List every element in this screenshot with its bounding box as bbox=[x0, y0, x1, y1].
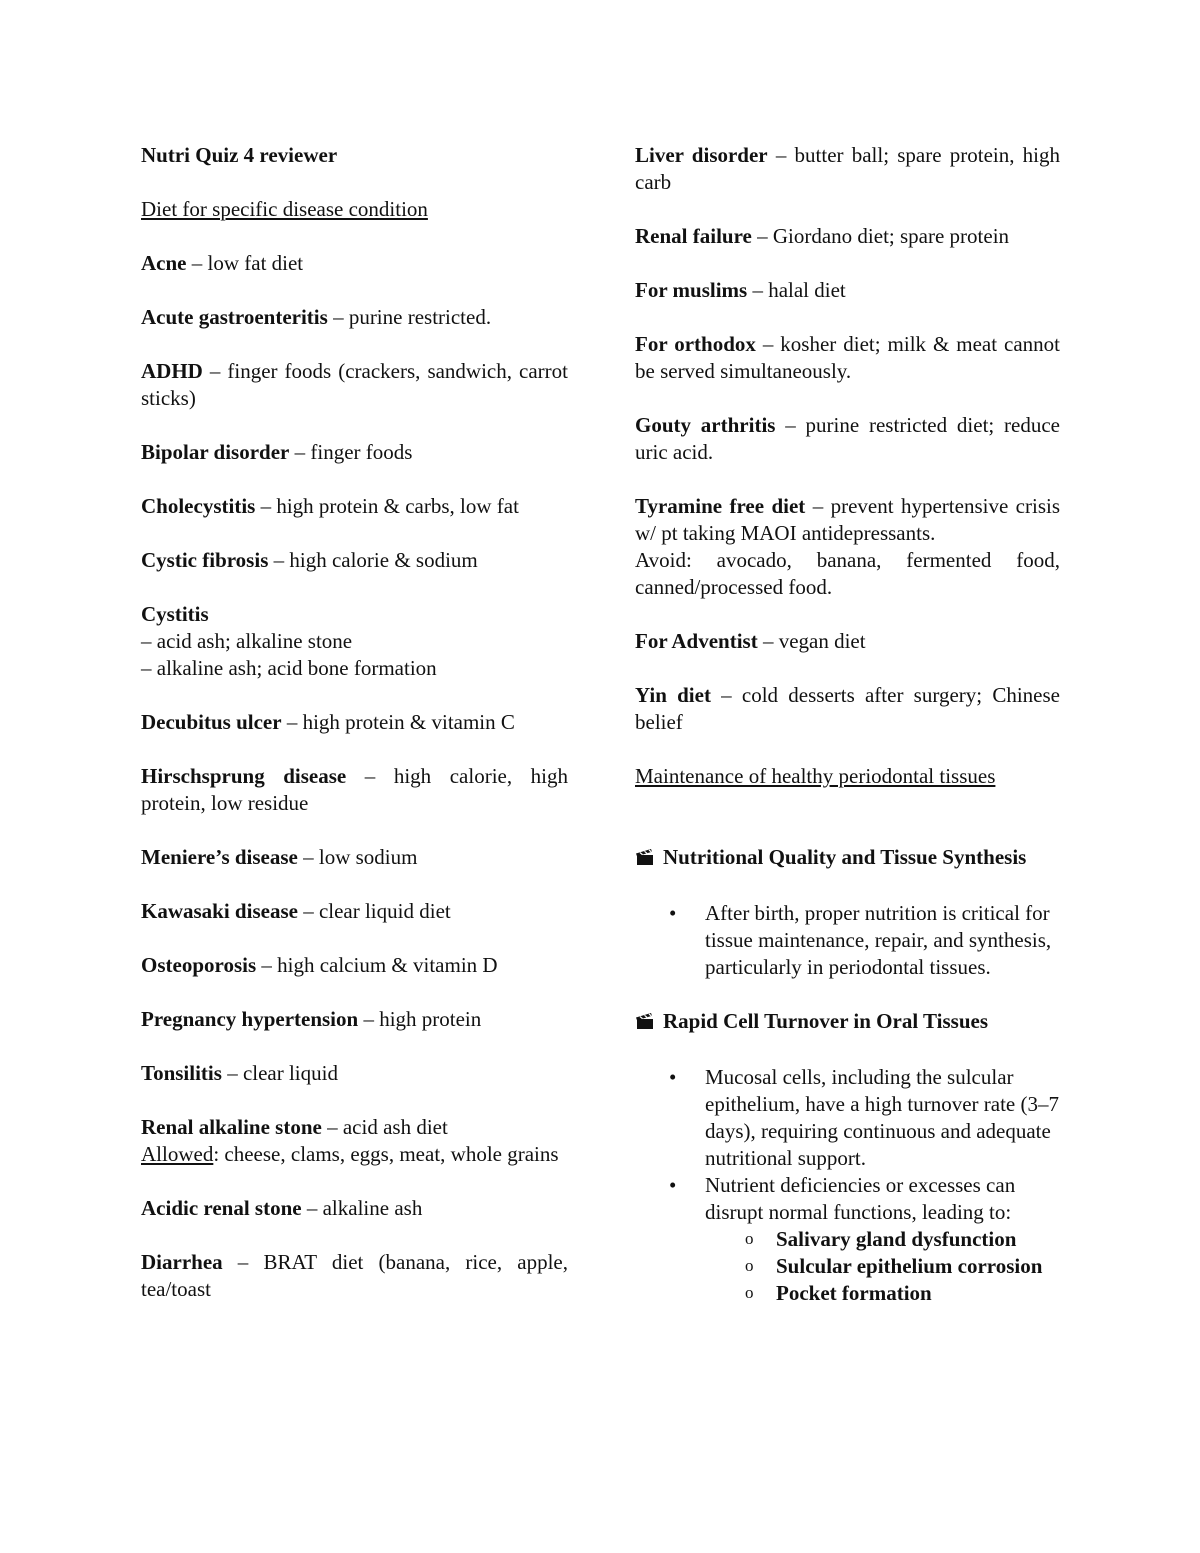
allowed-label: Allowed bbox=[141, 1142, 214, 1166]
entry-term: Cystic fibrosis bbox=[141, 548, 269, 572]
entry-text: – halal diet bbox=[747, 278, 846, 302]
entry-term: Renal alkaline stone bbox=[141, 1115, 322, 1139]
cystitis-line-1: – acid ash; alkaline stone bbox=[141, 629, 353, 653]
entry-text: – purine restricted diet; reduce uric acid. bbox=[635, 413, 1060, 464]
heading-rapid-cell-turnover bbox=[635, 1008, 1060, 1037]
entry-term: Yin diet bbox=[635, 683, 711, 707]
entry-text: – high protein & carbs, low fat bbox=[255, 494, 519, 518]
tyramine-avoid: Avoid: avocado, banana, fermented food, canned/processed food. bbox=[635, 548, 1060, 599]
entry-cystic-fibrosis bbox=[141, 547, 568, 574]
entry-term: Acne bbox=[141, 251, 187, 275]
sub-list-item: o Pocket formation bbox=[705, 1280, 1060, 1307]
entry-for-orthodox bbox=[635, 331, 1060, 385]
entry-term: Tyramine free diet bbox=[635, 494, 806, 518]
entry-renal-failure bbox=[635, 223, 1060, 250]
list-item bbox=[635, 1172, 1060, 1307]
entry-term: Tonsilitis bbox=[141, 1061, 222, 1085]
bullet-list-2 bbox=[635, 1064, 1060, 1307]
entry-bipolar-disorder bbox=[141, 439, 568, 466]
right-column bbox=[635, 142, 1060, 1334]
entry-osteoporosis bbox=[141, 952, 568, 979]
entry-text: – prevent hypertensive crisis w/ pt taking MAOI antidepressants. bbox=[635, 494, 1060, 545]
entry-text: – cold desserts after surgery; Chinese belief bbox=[635, 683, 1060, 734]
entry-text: – vegan diet bbox=[757, 629, 866, 653]
entry-term: Cholecystitis bbox=[141, 494, 256, 518]
entry-for-adventist bbox=[635, 628, 1060, 655]
heading-nutritional-quality bbox=[635, 844, 1060, 873]
sub-list-item: o Salivary gland dysfunction bbox=[705, 1226, 1060, 1253]
entry-text: – BRAT diet (banana, rice, apple, tea/toast bbox=[141, 1250, 568, 1301]
entry-menieres-disease bbox=[141, 844, 568, 871]
entry-text: – low sodium bbox=[297, 845, 418, 869]
entry-tyramine-free-diet bbox=[635, 493, 1060, 601]
entry-gouty-arthritis bbox=[635, 412, 1060, 466]
entry-term: Cystitis bbox=[141, 602, 209, 626]
entry-kawasaki-disease bbox=[141, 898, 568, 925]
heading-text: Nutritional Quality and Tissue Synthesis bbox=[663, 845, 1027, 869]
entry-text: – purine restricted. bbox=[327, 305, 492, 329]
entry-term: Acute gastroenteritis bbox=[141, 305, 328, 329]
section-heading-periodontal: Maintenance of healthy periodontal tissues bbox=[635, 764, 996, 788]
heading-text: Rapid Cell Turnover in Oral Tissues bbox=[663, 1009, 989, 1033]
entry-text: – high protein bbox=[358, 1007, 482, 1031]
entry-term: Bipolar disorder bbox=[141, 440, 290, 464]
cystitis-line-2: – alkaline ash; acid bone formation bbox=[141, 656, 437, 680]
sub-list bbox=[705, 1226, 1060, 1307]
entry-text: – finger foods (crackers, sandwich, carrot sticks) bbox=[141, 359, 568, 410]
entry-diarrhea bbox=[141, 1249, 568, 1303]
entry-adhd bbox=[141, 358, 568, 412]
entry-text: – high calorie, high protein, low residue bbox=[141, 764, 568, 815]
left-column bbox=[141, 142, 568, 1330]
sub-list-item: o Sulcular epithelium corrosion bbox=[705, 1253, 1060, 1280]
entry-yin-diet bbox=[635, 682, 1060, 736]
entry-term: Diarrhea bbox=[141, 1250, 223, 1274]
entry-text: – finger foods bbox=[289, 440, 413, 464]
entry-cholecystitis bbox=[141, 493, 568, 520]
entry-hirschsprung-disease bbox=[141, 763, 568, 817]
entry-term: For orthodox bbox=[635, 332, 756, 356]
entry-term: For muslims bbox=[635, 278, 748, 302]
spacer bbox=[635, 817, 1060, 844]
entry-term: Hirschsprung disease bbox=[141, 764, 347, 788]
entry-term: Kawasaki disease bbox=[141, 899, 298, 923]
entry-text: – butter ball; spare protein, high carb bbox=[635, 143, 1061, 194]
list-item: • Mucosal cells, including the sulcular epithelium, have a high turnover rate (3–7 days), requiring continuous and adequate nutritional support. bbox=[635, 1064, 1060, 1172]
entry-decubitus-ulcer bbox=[141, 709, 568, 736]
list-item: • After birth, proper nutrition is critical for tissue maintenance, repair, and synthesis, particularly in periodontal tissues. bbox=[635, 900, 1060, 981]
entry-text: – acid ash diet bbox=[321, 1115, 448, 1139]
entry-acute-gastroenteritis bbox=[141, 304, 568, 331]
entry-term: Renal failure bbox=[635, 224, 752, 248]
allowed-text: : cheese, clams, eggs, meat, whole grains bbox=[213, 1142, 559, 1166]
entry-text: – low fat diet bbox=[186, 251, 304, 275]
entry-term: Liver disorder bbox=[635, 143, 768, 167]
entry-tonsilitis bbox=[141, 1060, 568, 1087]
entry-renal-alkaline-stone bbox=[141, 1114, 568, 1168]
entry-text: – clear liquid bbox=[221, 1061, 338, 1085]
entry-text: – high calorie & sodium bbox=[268, 548, 478, 572]
list-item-text: Nutrient deficiencies or excesses can disrupt normal functions, leading to: bbox=[705, 1173, 1016, 1224]
entry-for-muslims bbox=[635, 277, 1060, 304]
entry-term: Gouty arthritis bbox=[635, 413, 776, 437]
entry-text: – clear liquid diet bbox=[297, 899, 451, 923]
entry-term: Osteoporosis bbox=[141, 953, 257, 977]
entry-term: Acidic renal stone bbox=[141, 1196, 302, 1220]
entry-text: – Giordano diet; spare protein bbox=[751, 224, 1010, 248]
bullet-list-1 bbox=[635, 900, 1060, 981]
clapperboard-icon bbox=[635, 846, 655, 873]
entry-text: – alkaline ash bbox=[301, 1196, 423, 1220]
entry-text: – high protein & vitamin C bbox=[281, 710, 515, 734]
entry-term: For Adventist bbox=[635, 629, 758, 653]
entry-text: – kosher diet; milk & meat cannot be served simultaneously. bbox=[635, 332, 1060, 383]
entry-liver-disorder bbox=[635, 142, 1060, 196]
entry-term: ADHD bbox=[141, 359, 203, 383]
entry-acne bbox=[141, 250, 568, 277]
section-heading-diet: Diet for specific disease condition bbox=[141, 197, 428, 221]
entry-cystitis bbox=[141, 601, 568, 682]
entry-text: – high calcium & vitamin D bbox=[256, 953, 498, 977]
document-title: Nutri Quiz 4 reviewer bbox=[141, 143, 338, 167]
entry-term: Meniere’s disease bbox=[141, 845, 298, 869]
entry-pregnancy-hypertension bbox=[141, 1006, 568, 1033]
clapperboard-icon bbox=[635, 1010, 655, 1037]
entry-acidic-renal-stone bbox=[141, 1195, 568, 1222]
entry-term: Decubitus ulcer bbox=[141, 710, 282, 734]
entry-term: Pregnancy hypertension bbox=[141, 1007, 359, 1031]
